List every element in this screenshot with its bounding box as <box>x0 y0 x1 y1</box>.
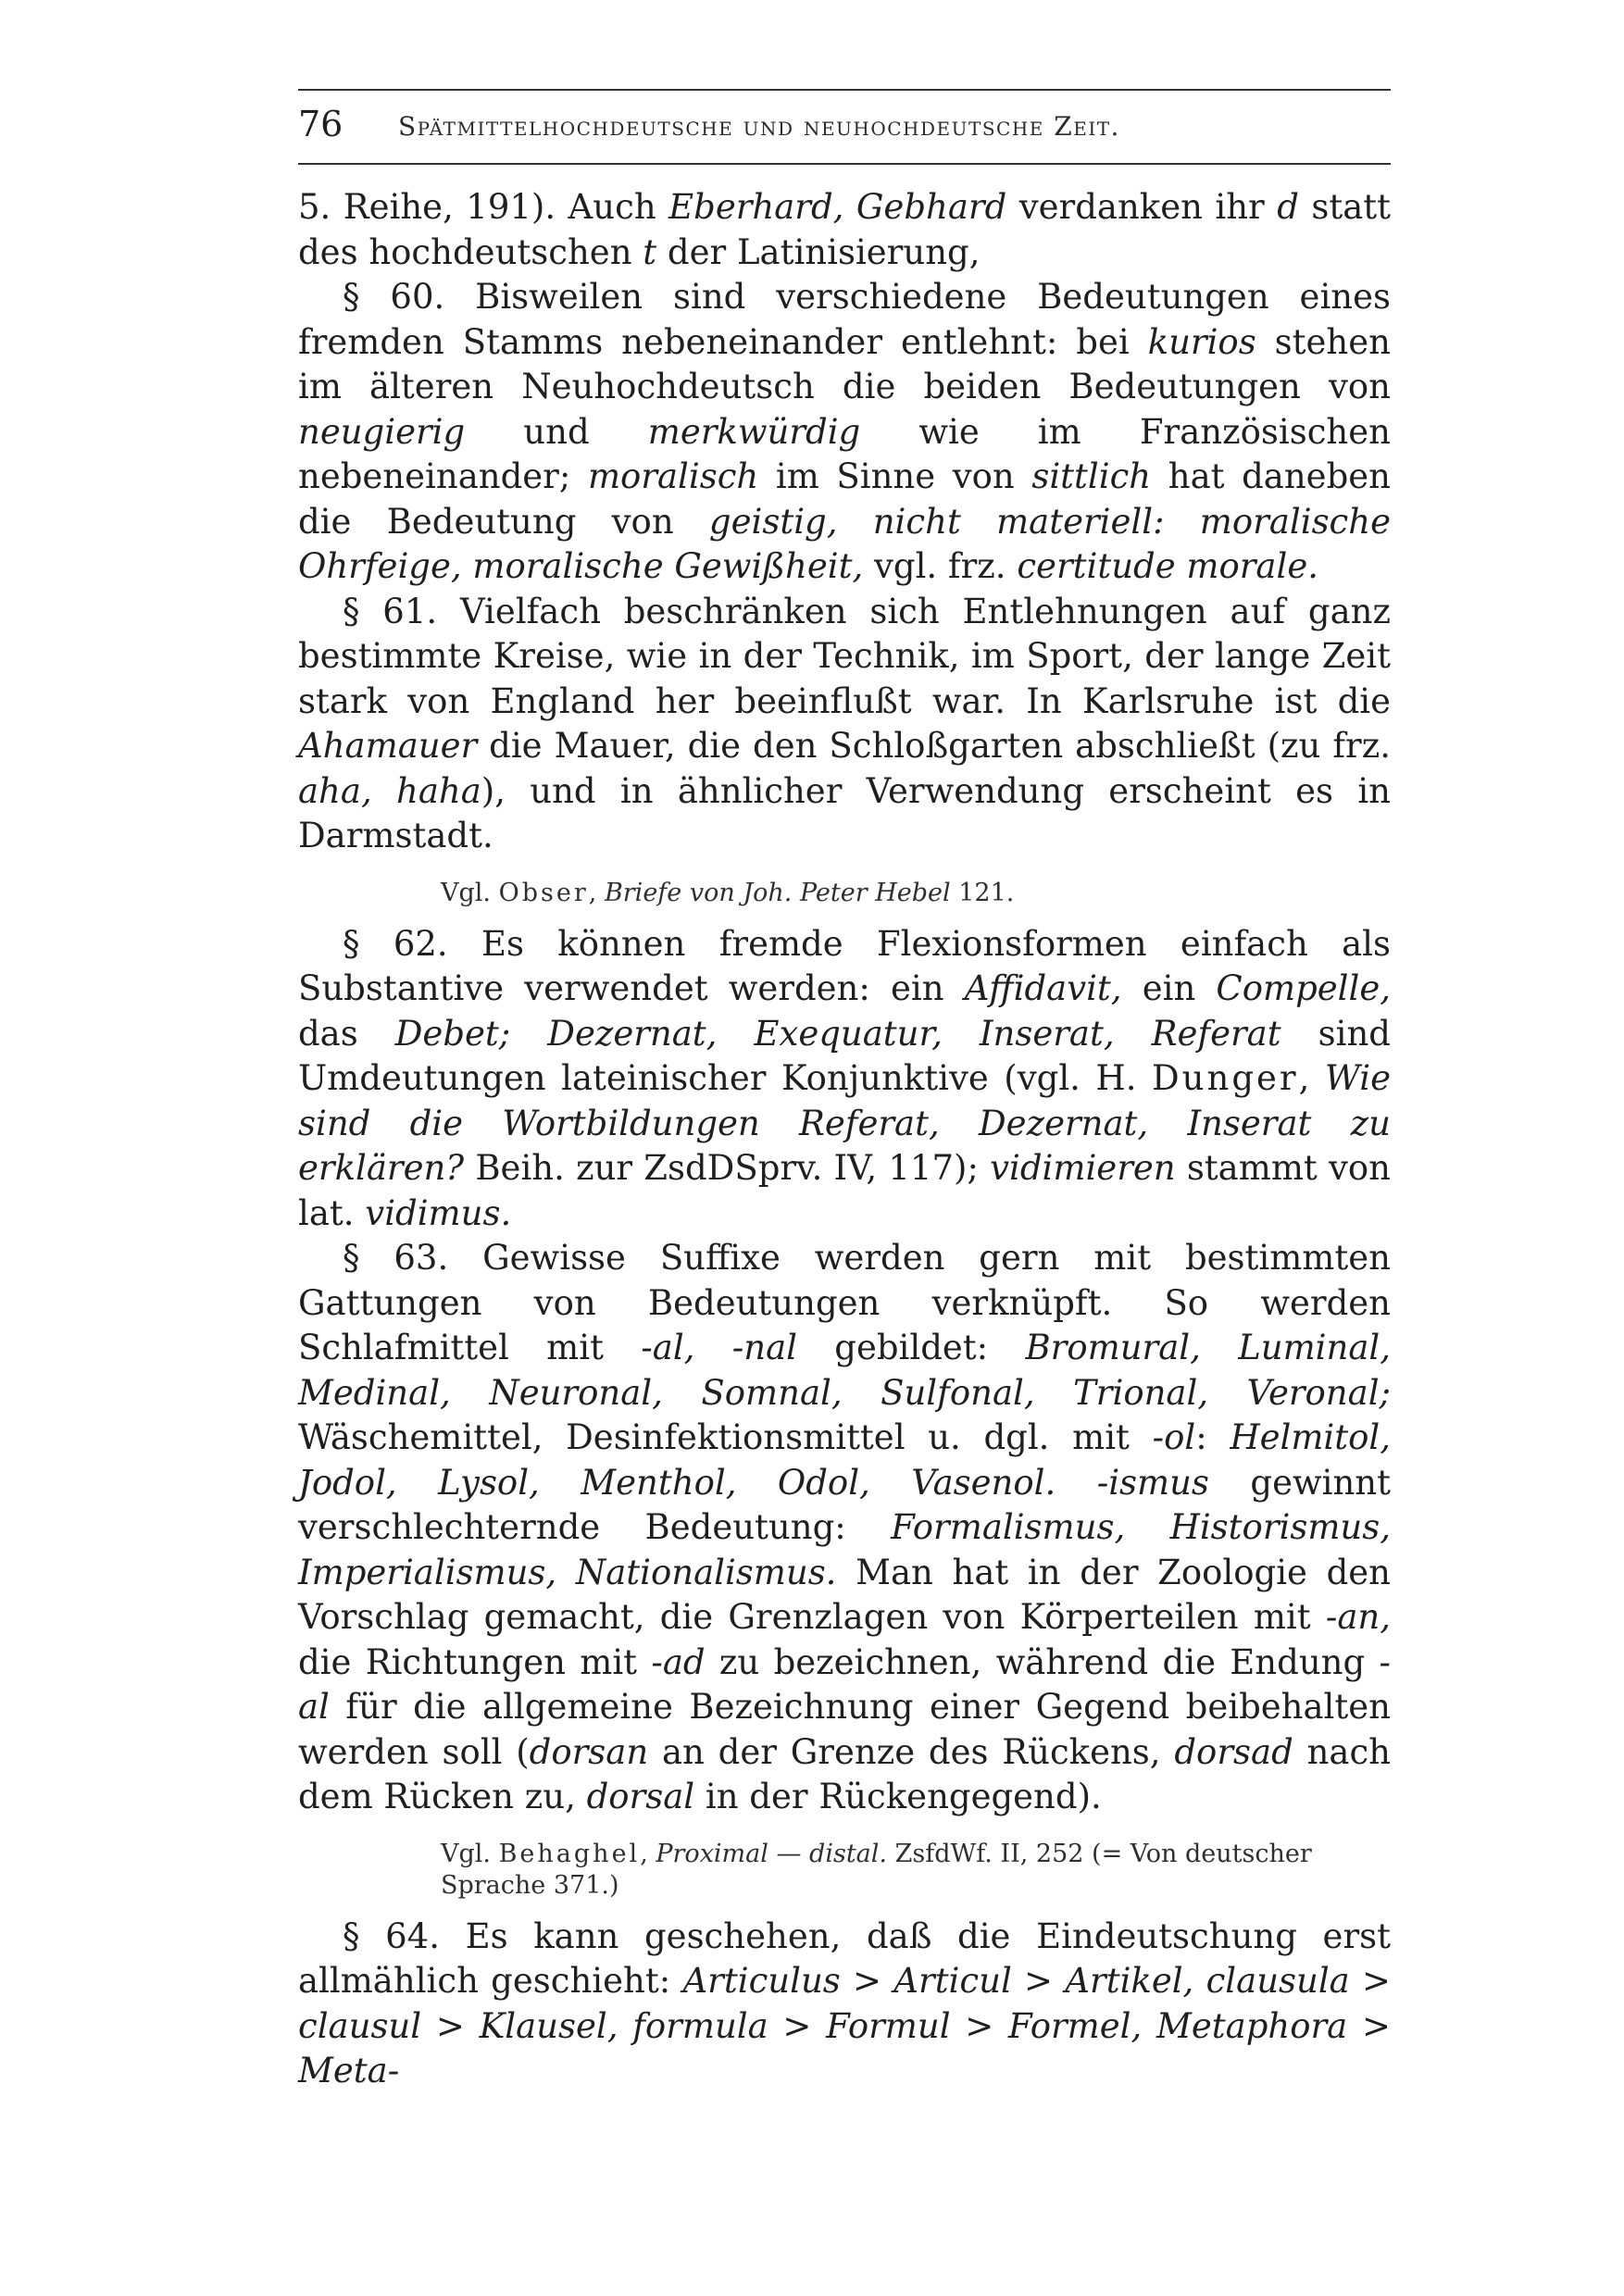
text-run: , <box>640 1839 656 1868</box>
italic-term: Helmitol, Jodol, Lysol, Menthol, Odol, Vasenol. -ismus <box>298 1417 1391 1503</box>
paragraph-section-60 <box>298 275 1391 590</box>
text-run: , <box>1298 1058 1325 1098</box>
text-run: hat daneben die Bedeutung von <box>298 456 1391 542</box>
italic-term: Klausel, formula <box>479 2005 768 2046</box>
italic-term: dorsad <box>1174 1731 1293 1772</box>
spaced-author-name: Behaghel <box>498 1839 641 1868</box>
italic-term: vidimieren <box>990 1148 1176 1188</box>
text-run: Man hat in der Zoologie den Vorschlag gemacht, die Grenzlagen von Körperteilen mit <box>298 1552 1391 1637</box>
italic-term: Formel, Metaphora <box>1008 2005 1348 2046</box>
paragraph-section-62 <box>298 922 1391 1237</box>
text-run: § 61. Vielfach beschränken sich Entlehnungen auf ganz bestimmte Kreise, wie in der Technik, im Sport, der lange Zeit stark von England her beeinflußt war. In Karlsruhe ist die <box>298 591 1391 721</box>
page-number: 76 <box>298 104 344 144</box>
italic-term: -al <box>298 1641 1391 1727</box>
italic-term: aha, haha <box>298 770 481 811</box>
page-body <box>298 185 1391 2094</box>
italic-term: d <box>1277 187 1299 227</box>
italic-term: Artikel, clausula <box>1065 1961 1350 2001</box>
italic-term: -an, <box>1325 1597 1391 1637</box>
text-run: gebildet: <box>796 1328 1026 1367</box>
text-run: > <box>1349 1961 1391 2001</box>
text-run: 5. Reihe, 191). Auch <box>298 187 669 227</box>
paragraph-section-63 <box>298 1236 1391 1820</box>
text-run: § 62. Es können fremde Flexionsformen einfach als Substantive verwendet werden: ein <box>298 923 1391 1008</box>
text-run: der Latinisierung, <box>656 231 981 272</box>
text-run: > <box>768 2005 827 2046</box>
text-run: das <box>298 1013 395 1054</box>
italic-term: -ad <box>651 1641 706 1682</box>
italic-term: Briefe von Joh. Peter Hebel <box>604 878 951 907</box>
text-run: nach dem Rücken zu, <box>298 1731 1392 1816</box>
footnote-section-61 <box>298 878 1391 909</box>
text-run: > <box>1011 1961 1066 2001</box>
italic-term: Bromural, Luminal, Medinal, Neuronal, Somnal, Sulfonal, Trional, Veronal; <box>298 1328 1391 1413</box>
italic-term: Debet; Dezernat, Exequatur, Inserat, Referat <box>394 1013 1281 1054</box>
text-run: § 64. Es kann geschehen, daß die Eindeutschung erst allmählich geschieht: <box>298 1915 1391 2001</box>
text-run: zu bezeichnen, während die Endung <box>705 1641 1380 1682</box>
italic-term: dorsan <box>529 1731 649 1772</box>
italic-term: -al, -nal <box>641 1328 797 1367</box>
text-run: ein <box>1121 968 1217 1008</box>
text-run: § 63. Gewisse Suffixe werden gern mit bestimmten Gattungen von Bedeutungen verknüpft. So werden Schlafmittel mit <box>298 1238 1391 1367</box>
italic-term: vidimus. <box>365 1192 512 1233</box>
text-run: und <box>465 411 648 452</box>
italic-term: t <box>643 231 657 272</box>
italic-term: clausul <box>298 2005 422 2046</box>
text-run: , <box>588 878 605 907</box>
italic-term: dorsal <box>586 1777 695 1816</box>
italic-term: -ol <box>1152 1417 1196 1457</box>
text-run: 121. <box>950 878 1015 907</box>
spaced-author-name: Dunger <box>1152 1058 1299 1098</box>
text-run: die Richtungen mit <box>298 1641 652 1682</box>
italic-term: Proximal — distal. <box>656 1839 887 1868</box>
running-title: Spätmittelhochdeutsche und neuhochdeutsche Zeit. <box>398 111 1120 142</box>
italic-term: Meta- <box>298 2051 400 2090</box>
italic-term: Wie sind die Wortbildungen Referat, Dezernat, Inserat zu erklären? <box>298 1058 1391 1188</box>
text-run: wie im Französischen nebeneinander; <box>298 411 1391 496</box>
italic-term: Formalismus, Historismus, Imperialismus, Nationalismus. <box>298 1507 1391 1592</box>
italic-term: Articulus <box>682 1961 841 2001</box>
text-run: > <box>421 2005 480 2046</box>
text-run: > <box>1347 2005 1391 2046</box>
italic-term: kurios <box>1147 321 1256 362</box>
text-run: Beih. zur ZsdDSprv. IV, 117); <box>464 1148 991 1188</box>
text-run: ), und in ähnlicher Verwendung erscheint es in Darmstadt. <box>298 770 1391 855</box>
italic-term: Articul <box>893 1961 1012 2001</box>
text-run: § 60. Bisweilen sind verschiedene Bedeutungen eines fremden Stamms nebeneinander entlehnt: bei <box>298 277 1391 362</box>
italic-term: Formul <box>826 2005 951 2046</box>
italic-term: sittlich <box>1031 456 1152 496</box>
paragraph-continuation <box>298 185 1391 275</box>
text-run: sind Umdeutungen lateinischer Konjunktive (vgl. H. <box>298 1013 1391 1098</box>
italic-term: geistig, nicht materiell: moralische Ohrfeige, moralische Gewißheit, <box>298 501 1392 586</box>
text-run: gewinnt verschlechternde Bedeutung: <box>298 1462 1391 1547</box>
text-run: an der Grenze des Rückens, <box>648 1731 1175 1772</box>
italic-term: Ahamauer <box>298 726 478 766</box>
italic-term: moralisch <box>587 456 759 496</box>
paragraph-section-64 <box>298 1915 1391 2094</box>
text-run: Vgl. <box>441 878 499 907</box>
text-run: Wäschemittel, Desinfektionsmittel u. dgl. mit <box>298 1417 1153 1457</box>
text-run: vgl. frz. <box>863 546 1018 586</box>
text-run: für die allgemeine Bezeichnung einer Gegend beibehalten werden soll ( <box>298 1687 1391 1772</box>
text-run: im Sinne von <box>758 456 1032 496</box>
paragraph-section-61 <box>298 590 1391 859</box>
text-run: : <box>1195 1417 1230 1457</box>
text-run: > <box>840 1961 894 2001</box>
footnote-section-63 <box>298 1839 1391 1902</box>
italic-term: Eberhard, Gebhard <box>668 187 1007 227</box>
spaced-author-name: Obser <box>498 878 589 907</box>
italic-term: certitude morale. <box>1017 546 1318 586</box>
text-run: stammt von lat. <box>298 1148 1391 1233</box>
text-run: ZsfdWf. II, 252 (= Von deutscher Sprache 371.) <box>441 1839 1312 1900</box>
italic-term: Affidavit, <box>964 968 1122 1008</box>
italic-term: Compelle, <box>1216 968 1391 1008</box>
text-run: statt des hochdeutschen <box>298 187 1391 272</box>
running-header <box>298 89 1391 165</box>
text-run: die Mauer, die den Schloßgarten abschließt (zu frz. <box>477 726 1391 766</box>
text-run: stehen im älteren Neuhochdeutsch die beiden Bedeutungen von <box>298 321 1391 406</box>
text-run: in der Rückengegend). <box>694 1777 1102 1816</box>
text-run: Vgl. <box>441 1839 499 1868</box>
italic-term: merkwürdig <box>647 411 861 452</box>
text-run: > <box>950 2005 1009 2046</box>
text-run: verdanken ihr <box>1006 187 1278 227</box>
italic-term: neugierig <box>298 411 466 452</box>
